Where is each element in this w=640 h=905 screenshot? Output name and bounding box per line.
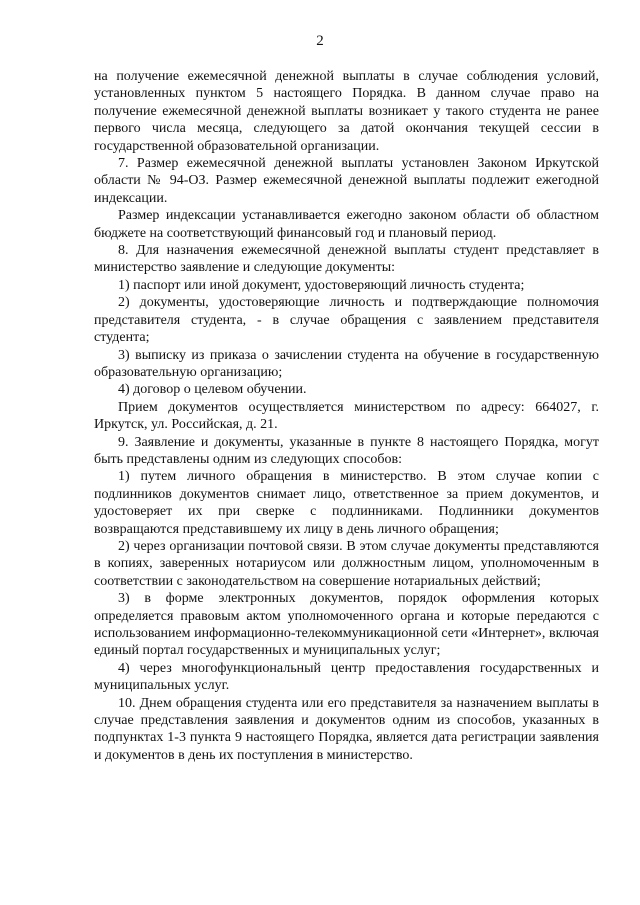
paragraph-item-8: 8. Для назначения ежемесячной денежной выплаты студент представляет в министерство заявление и следующие документы: bbox=[94, 243, 599, 276]
paragraph-item-10: 10. Днем обращения студента или его представителя за назначением выплаты в случае представления заявления и документов одним из способов, указанных в подпунктах 1-3 пункта 9 настоящего Порядка, является дата регистрации заявления и документов в день их поступления в министерство. bbox=[94, 695, 599, 763]
subitem-8-2: 2) документы, удостоверяющие личность и подтверждающие полномочия представителя студента, - в случае обращения с заявлением представителя студента; bbox=[94, 295, 599, 346]
subitem-8-3: 3) выписку из приказа о зачислении студента на обучение в государственную образовательную организацию; bbox=[94, 347, 599, 380]
document-body bbox=[94, 68, 599, 764]
subitem-9-4: 4) через многофункциональный центр предоставления государственных и муниципальных услуг. bbox=[94, 660, 599, 694]
paragraph-indexation: Размер индексации устанавливается ежегодно законом области об областном бюджете на соответствующий финансовый год и плановый период. bbox=[94, 208, 599, 241]
page-number: 2 bbox=[316, 33, 324, 49]
paragraph-item-7: 7. Размер ежемесячной денежной выплаты установлен Законом Иркутской области № 94-ОЗ. Размер ежемесячной денежной выплаты подлежит ежегодной индексации. bbox=[94, 156, 599, 206]
paragraph-item-9: 9. Заявление и документы, указанные в пункте 8 настоящего Порядка, могут быть представлены одним из следующих способов: bbox=[94, 434, 599, 467]
subitem-8-4: 4) договор о целевом обучении. bbox=[118, 382, 307, 398]
subitem-8-1: 1) паспорт или иной документ, удостоверяющий личность студента; bbox=[118, 277, 525, 293]
paragraph-continuation: на получение ежемесячной денежной выплаты в случае соблюдения условий, установленных пунктом 5 настоящего Порядка. В данном случае право на получение ежемесячной денежной выплаты возникает у такого студента не ранее первого числа месяца, следующего за датой окончания текущей сессии в государственной образовательной организации. bbox=[94, 69, 599, 154]
subitem-9-3: 3) в форме электронных документов, порядок оформления которых определяется правовым актом уполномоченного органа и которые передаются с использованием информационно-телекоммуникационной сети «Интернет», включая единый портал государственных и муниципальных услуг; bbox=[94, 591, 599, 659]
subitem-9-2: 2) через организации почтовой связи. В этом случае документы представляются в копиях, заверенных нотариусом или должностным лицом, уполномоченным в соответствии с законодательством на совершение нотариальных действий; bbox=[94, 538, 599, 589]
paragraph-address: Прием документов осуществляется министерством по адресу: 664027, г. Иркутск, ул. Российская, д. 21. bbox=[94, 399, 599, 433]
subitem-9-1: 1) путем личного обращения в министерство. В этом случае копии с подлинников документов снимает лицо, ответственное за прием документов, и удостоверяет их при сверке с подлинниками. Подлинники документов возвращаются представившему их лицу в день личного обращения; bbox=[94, 469, 599, 537]
